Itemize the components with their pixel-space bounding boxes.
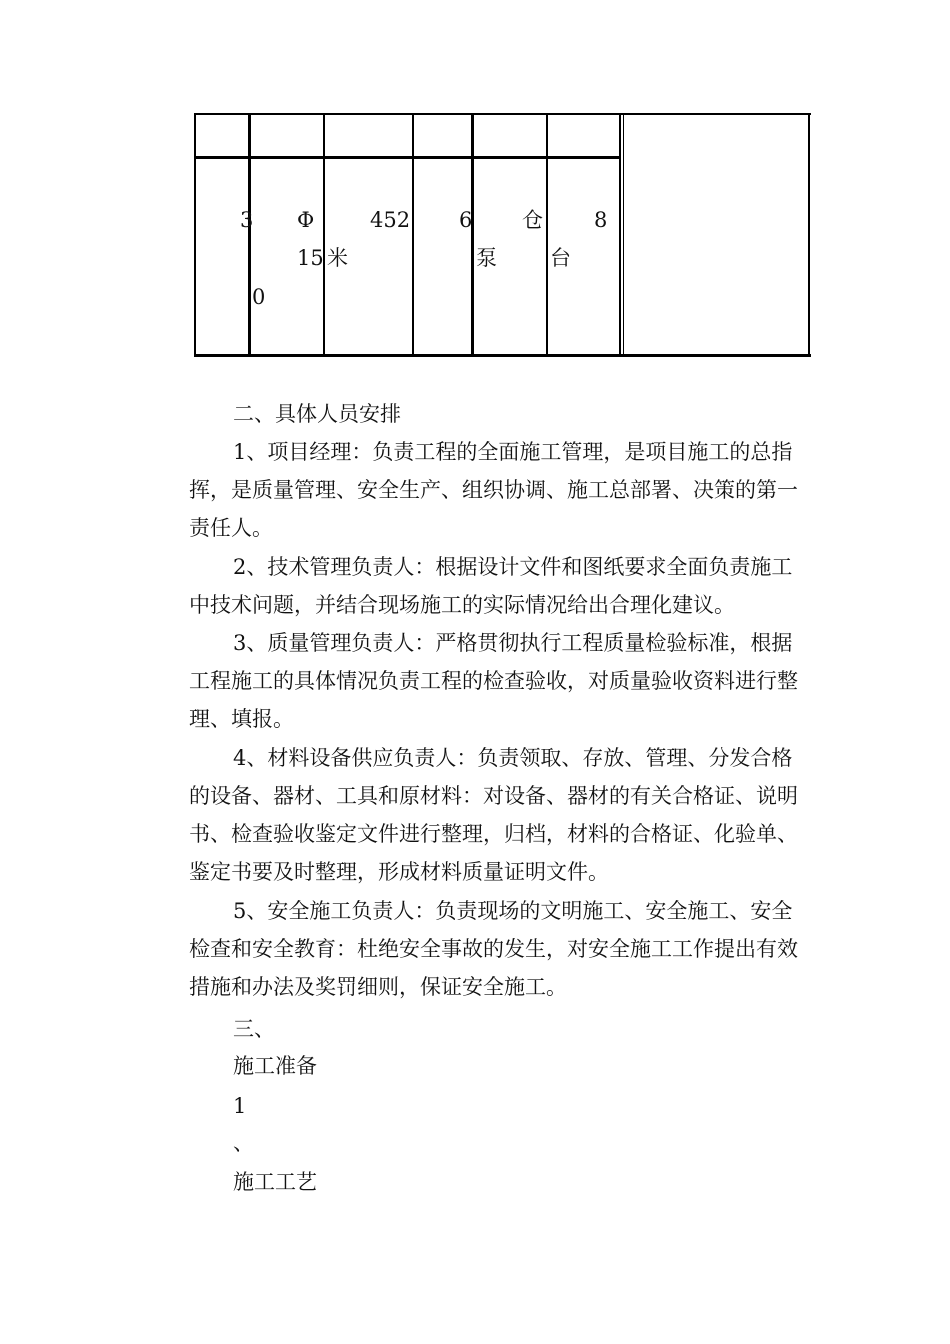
- paragraph: [189, 624, 809, 738]
- table-col-divider: [323, 113, 325, 357]
- table-bottom-border: [194, 354, 811, 357]
- cell-text: 15: [297, 246, 324, 270]
- table-right-border: [808, 113, 810, 357]
- section-subtitle: 施工工艺: [233, 1170, 317, 1194]
- table-col-divider: [546, 113, 548, 357]
- paragraph-text: 1、项目经理：负责工程的全面施工管理，是项目施工的总指挥，是质量管理、安全生产、组织协调、施工总部署、决策的第一责任人。: [189, 440, 798, 540]
- section-heading: 二、具体人员安排: [233, 402, 401, 426]
- cell-text: 仓: [522, 208, 543, 232]
- paragraph-text: 4、材料设备供应负责人：负责领取、存放、管理、分发合格的设备、器材、工具和原材料：对设备、器材的有关合格证、说明书、检查验收鉴定文件进行整理，归档，材料的合格证、化验单、鉴定书要及时整理，形成材料质量证明文件。: [189, 746, 798, 884]
- table-col-divider: [619, 113, 621, 357]
- paragraph-text: 3、质量管理负责人：严格贯彻执行工程质量检验标准，根据工程施工的具体情况负责工程的检查验收，对质量验收资料进行整理、填报。: [189, 631, 798, 731]
- paragraph-text: 2、技术管理负责人：根据设计文件和图纸要求全面负责施工中技术问题，并结合现场施工的实际情况给出合理化建议。: [189, 555, 793, 617]
- table-col-divider: [248, 113, 251, 357]
- cell-text: 米: [327, 246, 348, 270]
- section-subtitle: 施工准备: [233, 1054, 317, 1078]
- table-header-divider: [194, 156, 621, 159]
- list-separator: 、: [233, 1131, 254, 1155]
- paragraph: [189, 892, 809, 1006]
- cell-text: 6: [459, 208, 473, 232]
- table-col-divider: [471, 113, 474, 357]
- materials-table: [194, 113, 811, 357]
- cell-text: 泵: [476, 246, 497, 270]
- cell-text: 452: [370, 208, 411, 232]
- table-col-divider: [623, 113, 624, 357]
- list-number: 1: [233, 1094, 247, 1118]
- cell-text: 8: [594, 208, 608, 232]
- cell-text: Φ: [297, 208, 315, 232]
- paragraph: [189, 433, 809, 547]
- table-left-border: [194, 113, 196, 357]
- cell-text: 台: [550, 246, 571, 270]
- table-top-border: [194, 113, 811, 115]
- table-col-divider: [412, 113, 414, 357]
- paragraph: [189, 739, 809, 891]
- paragraph: [189, 548, 809, 624]
- cell-text: 0: [252, 285, 266, 309]
- paragraph-text: 5、安全施工负责人：负责现场的文明施工、安全施工、安全检查和安全教育：杜绝安全事故的发生，对安全施工工作提出有效措施和办法及奖罚细则，保证安全施工。: [189, 899, 798, 999]
- section-heading: 三、: [233, 1017, 275, 1041]
- cell-text: 3: [240, 208, 254, 232]
